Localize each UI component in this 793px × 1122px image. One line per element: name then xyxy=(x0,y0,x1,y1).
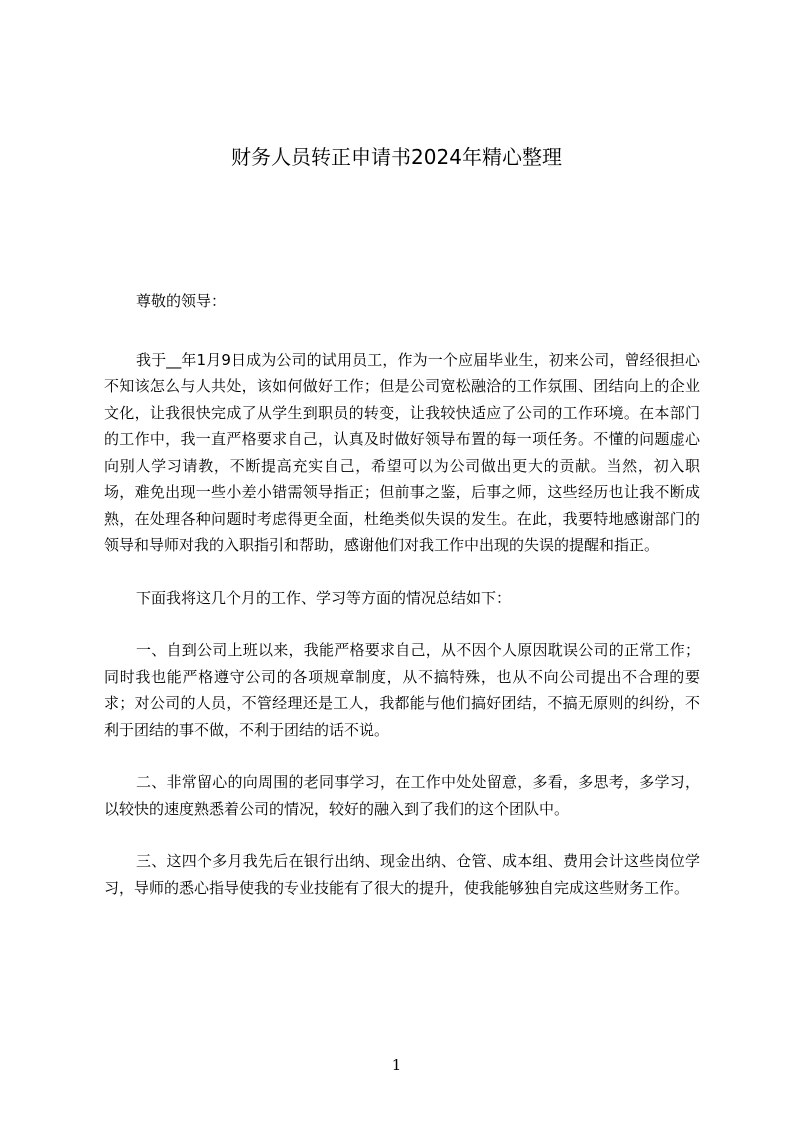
paragraph-point-two: 二、非常留心的向周围的老同事学习，在工作中处处留意，多看，多思考，多学习，以较快的速度熟悉着公司的情况，较好的融入到了我们的这个团队中。 xyxy=(104,773,700,818)
paragraph-intro: 我于__年1月9日成为公司的试用员工，作为一个应届毕业生，初来公司，曾经很担心不知该怎么与人共处，该如何做好工作；但是公司宽松融洽的工作氛围、团结向上的企业文化，让我很快完成了从学生到职员的转变，让我较快适应了公司的工作环境。在本部门的工作中，我一直严格要求自己，认真及时做好领导布置的每一项任务。不懂的问题虚心向别人学习请教，不断提高充实自己，希望可以为公司做出更大的贡献。当然，初入职场，难免出现一些小差小错需领导指正；但前事之鉴，后事之师，这些经历也让我不断成熟，在处理各种问题时考虑得更全面，杜绝类似失误的发生。在此，我要特地感谢部门的领导和导师对我的入职指引和帮助，感谢他们对我工作中出现的失误的提醒和指正。 xyxy=(104,350,700,554)
salutation: 尊敬的领导： xyxy=(136,292,227,310)
paragraph-point-one: 一、自到公司上班以来，我能严格要求自己，从不因个人原因耽误公司的正常工作；同时我也能严格遵守公司的各项规章制度，从不搞特殊，也从不向公司提出不合理的要求；对公司的人员，不管经理还是工人，我都能与他们搞好团结，不搞无原则的纠纷，不利于团结的事不做，不利于团结的话不说。 xyxy=(104,641,700,739)
paragraph-summary-lead: 下面我将这几个月的工作、学习等方面的情况总结如下： xyxy=(136,588,512,607)
page-number: 1 xyxy=(391,1056,402,1074)
document-title: 财务人员转正申请书2024年精心整理 xyxy=(231,145,562,169)
paragraph-point-three: 三、这四个多月我先后在银行出纳、现金出纳、仓管、成本组、费用会计这些岗位学习，导师的悉心指导使我的专业技能有了很大的提升，使我能够独自完成这些财务工作。 xyxy=(104,852,700,897)
document-body xyxy=(104,288,700,901)
